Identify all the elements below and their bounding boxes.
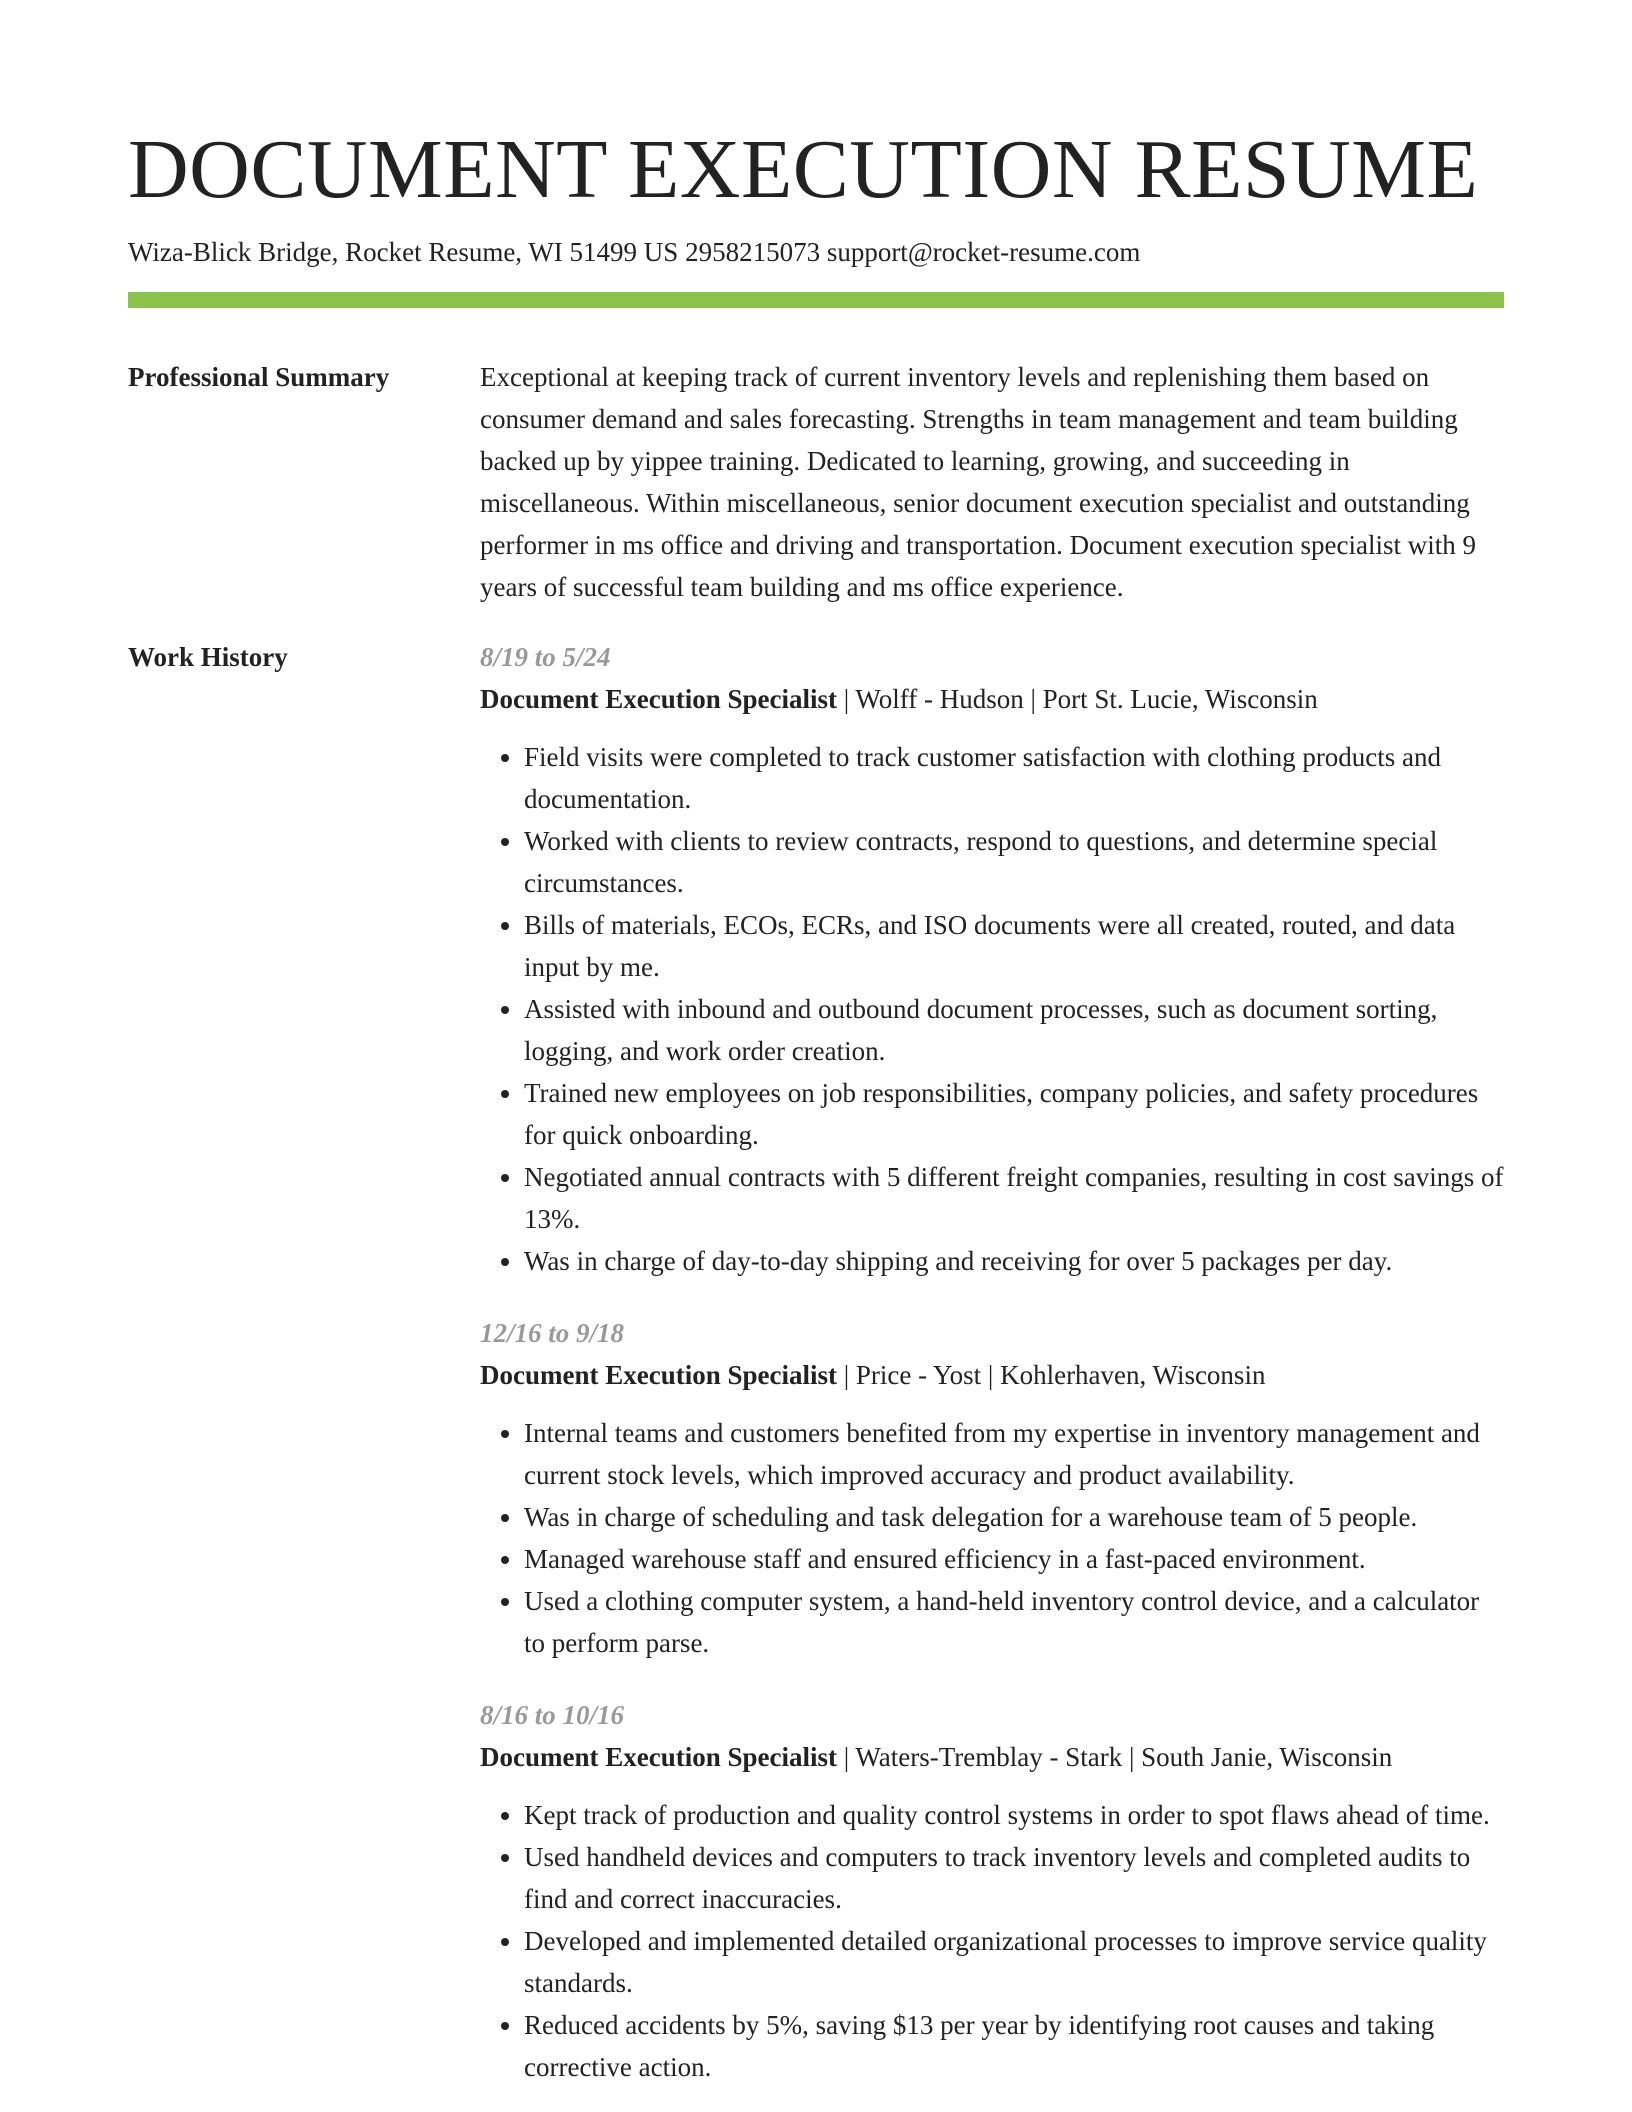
work-history-heading: Work History bbox=[128, 642, 288, 672]
job-heading bbox=[480, 678, 1504, 720]
job-details: | Waters-Tremblay - Stark | South Janie, Wisconsin bbox=[837, 1742, 1393, 1772]
contact-address: Wiza-Blick Bridge, Rocket Resume, WI 51499 US bbox=[128, 237, 679, 267]
job-details: | Wolff - Hudson | Port St. Lucie, Wisconsin bbox=[837, 684, 1318, 714]
job-bullet: • Trained new employees on job responsibilities, company policies, and safety procedures for quick onboarding. bbox=[524, 1072, 1504, 1156]
job-title: Document Execution Specialist bbox=[480, 684, 837, 714]
job-bullet: • Managed warehouse staff and ensured efficiency in a fast-paced environment. bbox=[524, 1538, 1504, 1580]
resume-page bbox=[128, 0, 1504, 2088]
job-entry bbox=[480, 636, 1504, 1282]
job-bullet: • Field visits were completed to track customer satisfaction with clothing products and documentation. bbox=[524, 736, 1504, 820]
job-bullet: • Bills of materials, ECOs, ECRs, and ISO documents were all created, routed, and data input by me. bbox=[524, 904, 1504, 988]
job-bullet: • Used a clothing computer system, a hand-held inventory control device, and a calculator to perform parse. bbox=[524, 1580, 1504, 1664]
contact-line bbox=[128, 234, 1504, 270]
job-dates: 8/16 to 10/16 bbox=[480, 1700, 625, 1730]
contact-email: support@rocket-resume.com bbox=[826, 237, 1141, 267]
job-bullet: • Reduced accidents by 5%, saving $13 per year by identifying root causes and taking corrective action. bbox=[524, 2004, 1504, 2088]
job-bullets bbox=[480, 1412, 1504, 1664]
job-bullet: • Used handheld devices and computers to track inventory levels and completed audits to find and correct inaccuracies. bbox=[524, 1836, 1504, 1920]
summary-section bbox=[128, 356, 1504, 608]
job-bullet: • Developed and implemented detailed organizational processes to improve service quality standards. bbox=[524, 1920, 1504, 2004]
resume-name: DOCUMENT EXECUTION RESUME bbox=[128, 123, 1479, 216]
job-details: | Price - Yost | Kohlerhaven, Wisconsin bbox=[837, 1360, 1266, 1390]
summary-text: Exceptional at keeping track of current inventory levels and replenishing them based on consumer demand and sales forecasting. Strengths in team management and team building backed up by yippee training. Dedicated to learning, growing, and succeeding in miscellaneous. Within miscellaneous, senior document execution specialist and outstanding performer in ms office and driving and transportation. Document execution specialist with 9 years of successful team building and ms office experience. bbox=[480, 362, 1476, 602]
job-bullet: • Internal teams and customers benefited from my expertise in inventory management and current stock levels, which improved accuracy and product availability. bbox=[524, 1412, 1504, 1496]
job-bullet: • Worked with clients to review contracts, respond to questions, and determine special circumstances. bbox=[524, 820, 1504, 904]
work-history-section bbox=[128, 636, 1504, 2088]
summary-body bbox=[480, 356, 1504, 608]
job-heading bbox=[480, 1354, 1504, 1396]
job-bullets bbox=[480, 1794, 1504, 2088]
contact-phone: 2958215073 bbox=[685, 237, 821, 267]
header-divider bbox=[128, 292, 1504, 308]
job-heading bbox=[480, 1736, 1504, 1778]
job-dates: 8/19 to 5/24 bbox=[480, 642, 611, 672]
work-history-body bbox=[480, 636, 1504, 2088]
job-title: Document Execution Specialist bbox=[480, 1742, 837, 1772]
job-bullets bbox=[480, 736, 1504, 1282]
summary-heading: Professional Summary bbox=[128, 362, 390, 392]
job-dates: 12/16 to 9/18 bbox=[480, 1318, 625, 1348]
job-entry bbox=[480, 1694, 1504, 2088]
job-bullet: • Was in charge of day-to-day shipping and receiving for over 5 packages per day. bbox=[524, 1240, 1504, 1282]
job-entry bbox=[480, 1312, 1504, 1664]
job-bullet: • Negotiated annual contracts with 5 different freight companies, resulting in cost savings of 13%. bbox=[524, 1156, 1504, 1240]
job-title: Document Execution Specialist bbox=[480, 1360, 837, 1390]
job-bullet: • Kept track of production and quality control systems in order to spot flaws ahead of time. bbox=[524, 1794, 1504, 1836]
job-bullet: • Assisted with inbound and outbound document processes, such as document sorting, logging, and work order creation. bbox=[524, 988, 1504, 1072]
job-bullet: • Was in charge of scheduling and task delegation for a warehouse team of 5 people. bbox=[524, 1496, 1504, 1538]
